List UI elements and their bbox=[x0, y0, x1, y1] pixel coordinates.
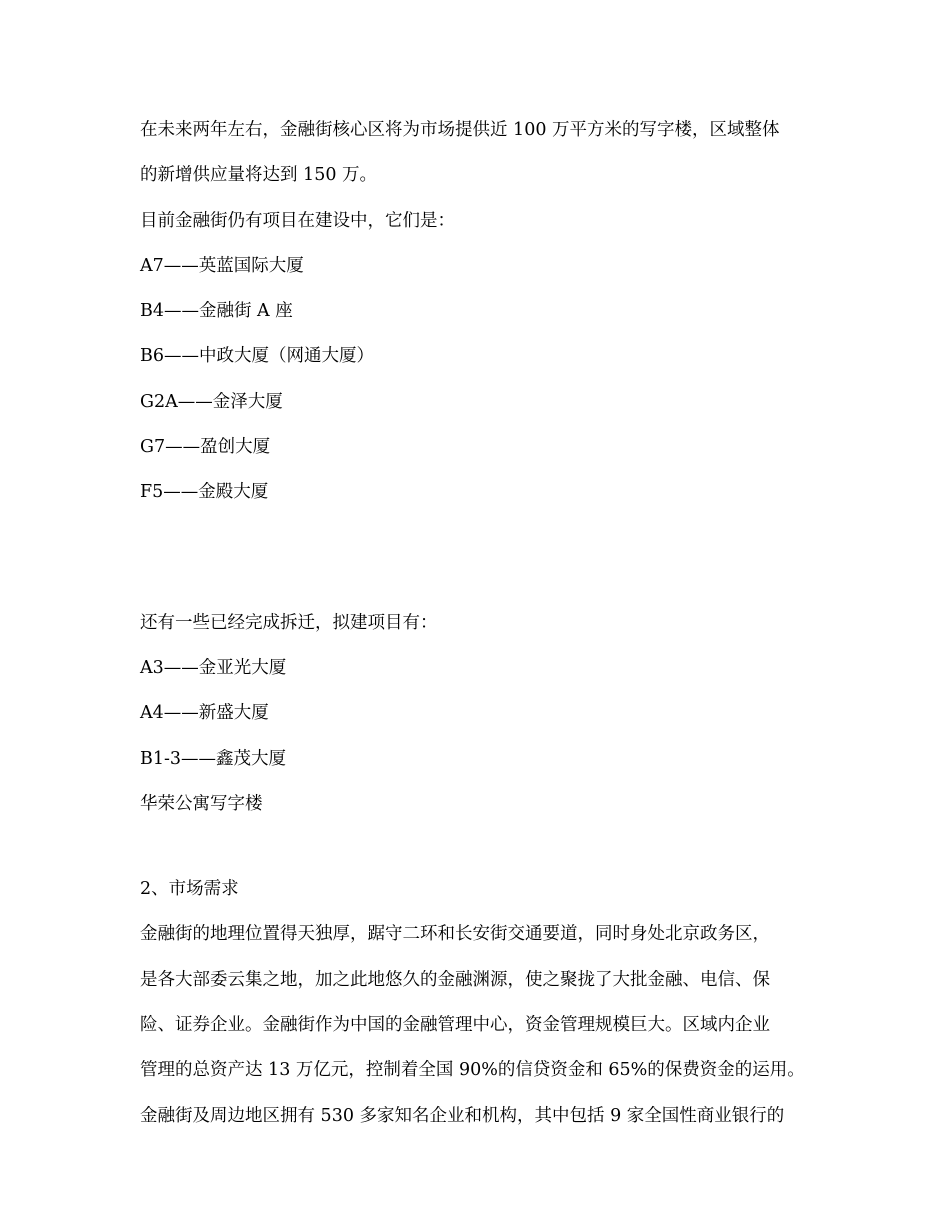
project-item-f5: F5——金殿大厦 bbox=[140, 482, 269, 503]
section-body-line-5: 金融街及周边地区拥有 530 多家知名企业和机构，其中包括 9 家全国性商业银行的 bbox=[140, 1105, 785, 1126]
section-heading: 2、市场需求 bbox=[140, 879, 239, 900]
planned-item-a3: A3——金亚光大厦 bbox=[140, 657, 287, 678]
planned-intro: 还有一些已经完成拆迁，拟建项目有： bbox=[140, 612, 438, 633]
project-item-b4: B4——金融街 A 座 bbox=[140, 301, 293, 322]
intro-line-2: 的新增供应量将达到 150 万。 bbox=[140, 165, 378, 186]
planned-item-huarong: 华荣公寓写字楼 bbox=[140, 793, 263, 814]
planned-item-a4: A4——新盛大厦 bbox=[140, 703, 269, 724]
project-item-a7: A7——英蓝国际大厦 bbox=[140, 255, 304, 276]
project-item-b6: B6——中政大厦（网通大厦） bbox=[140, 346, 374, 367]
section-body-line-3: 险、证券企业。金融街作为中国的金融管理中心，资金管理规模巨大。区域内企业 bbox=[140, 1015, 770, 1036]
section-gap bbox=[140, 827, 830, 867]
document-body bbox=[140, 108, 830, 1139]
intro-line-3: 目前金融街仍有项目在建设中，它们是： bbox=[140, 210, 455, 231]
paragraph-gap bbox=[140, 516, 830, 601]
section-body-line-2: 是各大部委云集之地，加之此地悠久的金融渊源，使之聚拢了大批金融、电信、保 bbox=[140, 969, 770, 990]
planned-item-b1-3: B1-3——鑫茂大厦 bbox=[140, 748, 287, 769]
section-body-line-1: 金融街的地理位置得天独厚，踞守二环和长安街交通要道，同时身处北京政务区， bbox=[140, 924, 770, 945]
project-item-g2a: G2A——金泽大厦 bbox=[140, 391, 283, 412]
section-body-line-4: 管理的总资产达 13 万亿元，控制着全国 90%的信贷资金和 65%的保费资金的运用。 bbox=[140, 1060, 805, 1081]
project-item-g7: G7——盈创大厦 bbox=[140, 437, 271, 458]
intro-line-1: 在未来两年左右，金融街核心区将为市场提供近 100 万平方米的写字楼，区域整体 bbox=[140, 120, 780, 140]
